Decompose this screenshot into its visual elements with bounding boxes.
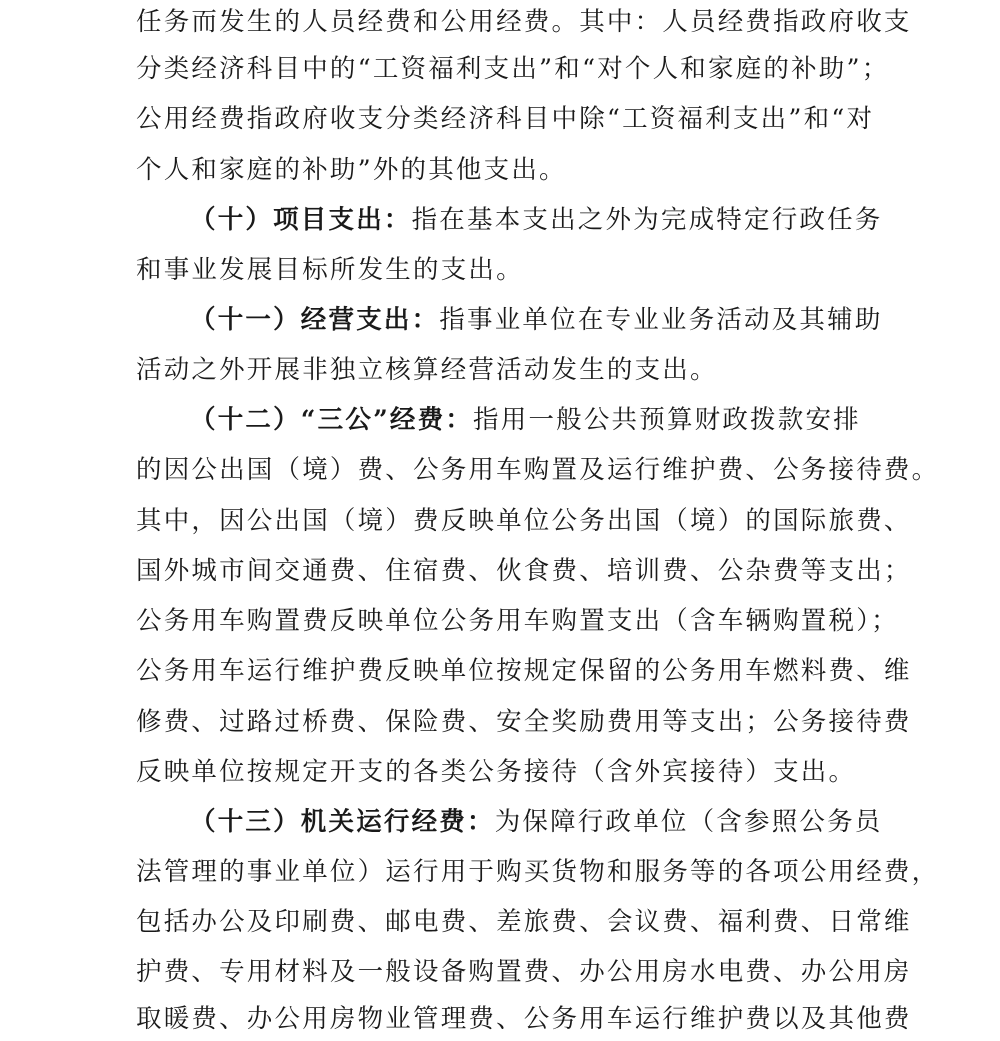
section-term: （十三）机关运行经费：: [190, 807, 495, 837]
body-text-line: [136, 850, 939, 894]
section-term: （十）项目支出：: [190, 205, 412, 235]
body-text-line: [136, 649, 912, 693]
body-text-line: [136, 750, 856, 794]
line-text: 活动之外开展非独立核算经营活动发生的支出。: [136, 355, 718, 385]
line-text: 分类经济科目中的“工资福利支出”和“对个人和家庭的补助”；: [136, 54, 890, 84]
line-text: 其中，因公出国（境）费反映单位公务出国（境）的国际旅费、: [136, 506, 912, 536]
section-term: （十一）经营支出：: [190, 305, 440, 335]
body-text-line: [136, 0, 912, 44]
line-text: 反映单位按规定开支的各类公务接待（含外宾接待）支出。: [136, 757, 857, 787]
body-text-line: [136, 448, 939, 492]
body-text-line: [136, 900, 912, 944]
body-text-line: [136, 700, 912, 744]
line-text: 的因公出国（境）费、公务用车购置及运行维护费、公务接待费。: [136, 455, 940, 485]
line-text: 为保障行政单位（含参照公务员: [494, 807, 883, 837]
line-text: 公务用车运行维护费反映单位按规定保留的公务用车燃料费、维: [136, 656, 912, 686]
line-text: 指在基本支出之外为完成特定行政任务: [411, 205, 883, 235]
body-text-line: [136, 348, 718, 392]
line-text: 护费、专用材料及一般设备购置费、办公用房水电费、办公用房: [136, 957, 912, 987]
section-heading-line: [190, 298, 883, 342]
line-text: 国外城市间交通费、住宿费、伙食费、培训费、公杂费等支出；: [136, 556, 912, 586]
line-text: 任务而发生的人员经费和公用经费。其中：人员经费指政府收支: [136, 7, 912, 37]
line-text: 指事业单位在专业业务活动及其辅助: [439, 305, 883, 335]
line-text: 法管理的事业单位）运行用于购买货物和服务等的各项公用经费，: [136, 857, 940, 887]
body-text-line: [136, 148, 567, 192]
line-text: 公用经费指政府收支分类经济科目中除“工资福利支出”和“对: [136, 104, 875, 134]
line-text: 取暖费、办公用房物业管理费、公务用车运行维护费以及其他费: [136, 1004, 912, 1034]
line-text: 公务用车购置费反映单位公务用车购置支出（含车辆购置税）；: [136, 606, 899, 636]
body-text-line: [136, 97, 874, 141]
section-heading-line: [190, 198, 883, 242]
line-text: 修费、过路过桥费、保险费、安全奖励费用等支出；公务接待费: [136, 707, 912, 737]
line-text: 指用一般公共预算财政拨款安排: [473, 405, 861, 435]
line-text: 包括办公及印刷费、邮电费、差旅费、会议费、福利费、日常维: [136, 907, 912, 937]
body-text-line: [136, 599, 899, 643]
section-term: （十二）“三公”经费：: [190, 405, 474, 435]
body-text-line: [136, 950, 912, 994]
line-text: 和事业发展目标所发生的支出。: [136, 255, 524, 285]
body-text-line: [136, 997, 912, 1041]
section-heading-line: [190, 800, 883, 844]
body-text-line: [136, 499, 912, 543]
body-text-line: [136, 549, 912, 593]
body-text-line: [136, 47, 889, 91]
body-text-line: [136, 248, 524, 292]
line-text: 个人和家庭的补助”外的其他支出。: [136, 155, 567, 185]
section-heading-line: [190, 398, 861, 442]
